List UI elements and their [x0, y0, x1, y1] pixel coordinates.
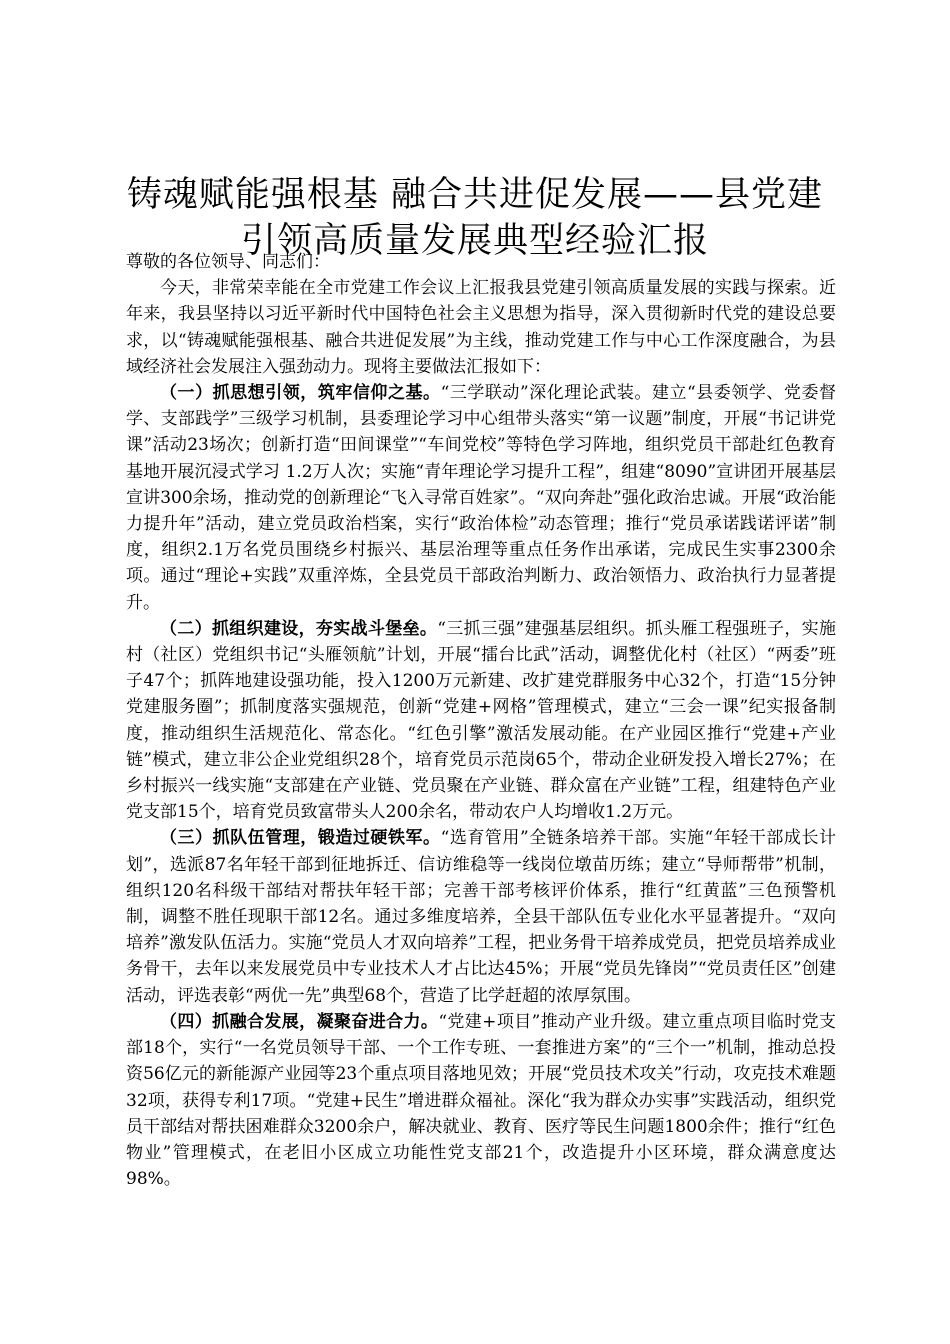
- section-paragraph-2: [126, 616, 836, 826]
- intro-paragraph: 今天，非常荣幸能在全市党建工作会议上汇报我县党建引领高质量发展的实践与探索。近年来，我县坚持以习近平新时代中国特色社会主义思想为指导，深入贯彻新时代党的建设总要求，以“铸魂赋能强根基、融合共进促发展”为主线，推动党建工作与中心工作深度融合，为县域经济社会发展注入强劲动力。现将主要做法汇报如下：: [126, 278, 836, 377]
- section-heading-1: （一）抓思想引领，筑牢信仰之基。: [160, 383, 441, 404]
- section-heading-3: （三）抓队伍管理，锻造过硬铁军。: [160, 828, 441, 849]
- section-paragraph-4: [126, 1009, 836, 1192]
- section-heading-2: （二）抓组织建设，夯实战斗堡垒。: [160, 618, 438, 639]
- section-text-1: “三学联动”深化理论武装。建立“县委领学、党委督学、支部践学”三级学习机制，县委理论学习中心组带头落实“第一议题”制度，开展“书记讲党课”活动23场次；创新打造“田间课堂”“车间党校”等特色学习阵地，组织党员干部赴红色教育基地开展沉浸式学习 1.2万人次；实施“青年理论学习提升工程”，组建“8090”宣讲团开展基层宣讲300余场，推动党的创新理论“飞入寻常百姓家”。“双向奔赴”强化政治忠诚。开展“政治能力提升年”活动，建立党员政治档案，实行“政治体检”动态管理；推行“党员承诺践诺评诺”制度，组织2.1万名党员围绕乡村振兴、基层治理等重点任务作出承诺，完成民生实事2300余项。通过“理论+实践”双重淬炼，全县党员干部政治判断力、政治领悟力、政治执行力显著提升。: [126, 383, 837, 613]
- section-text-3: “选育管用”全链条培养干部。实施“年轻干部成长计划”，选派87名年轻干部到征地拆迁、信访维稳等一线岗位墩苗历练；建立“导师帮带”机制，组织120名科级干部结对帮扶年轻干部；完善干部考核评价体系，推行“红黄蓝”三色预警机制，调整不胜任现职干部12名。通过多维度培养，全县干部队伍专业化水平显著提升。“双向培养”激发队伍活力。实施“党员人才双向培养”工程，把业务骨干培养成党员，把党员培养成业务骨干，去年以来发展党员中专业技术人才占比达45%；开展“党员先锋岗”“党员责任区”创建活动，评选表彰“两优一先”典型68个，营造了比学赶超的浓厚氛围。: [126, 828, 837, 1006]
- document-body: [126, 249, 836, 1192]
- title-line-2: 引领高质量发展典型经验汇报: [240, 221, 709, 261]
- section-text-2: “三抓三强”建强基层组织。抓头雁工程强班子，实施村（社区）党组织书记“头雁领航”计划，开展“擂台比武”活动，调整优化村（社区）“两委”班子47个；抓阵地建设强功能，投入1200万元新建、改扩建党群服务中心32个，打造“15分钟党建服务圈”；抓制度落实强规范，创新“党建+网格”管理模式，建立“三会一课”纪实报备制度，推动组织生活规范化、常态化。“红色引擎”激活发展动能。在产业园区推行“党建+产业链”模式，建立非公企业党组织28个，培育党员示范岗65个，带动企业研发投入增长27%；在乡村振兴一线实施“支部建在产业链、党员聚在产业链、群众富在产业链”工程，组建特色产业党支部15个，培育党员致富带头人200余名，带动农户人均增收1.2万元。: [126, 618, 837, 823]
- title-line-1: 铸魂赋能强根基 融合共进促发展——县党建: [126, 175, 824, 215]
- section-heading-4: （四）抓融合发展，凝聚奋进合力。: [160, 1011, 439, 1032]
- salutation: 尊敬的各位领导、同志们：: [126, 252, 330, 272]
- section-paragraph-1: [126, 380, 836, 616]
- section-paragraph-3: [126, 825, 836, 1008]
- section-text-4: “党建+项目”推动产业升级。建立重点项目临时党支部18个，实行“一名党员领导干部、一个工作专班、一套推进方案”的“三个一”机制，推动总投资56亿元的新能源产业园等23个重点项目落地见效；开展“党员技术攻关”行动，攻克技术难题32项，获得专利17项。“党建+民生”增进群众福祉。深化“我为群众办实事”实践活动，组织党员干部结对帮扶困难群众3200余户，解决就业、教育、医疗等民生问题1800余件；推行“红色物业”管理模式，在老旧小区成立功能性党支部21个，改造提升小区环境，群众满意度达98%。: [126, 1011, 837, 1190]
